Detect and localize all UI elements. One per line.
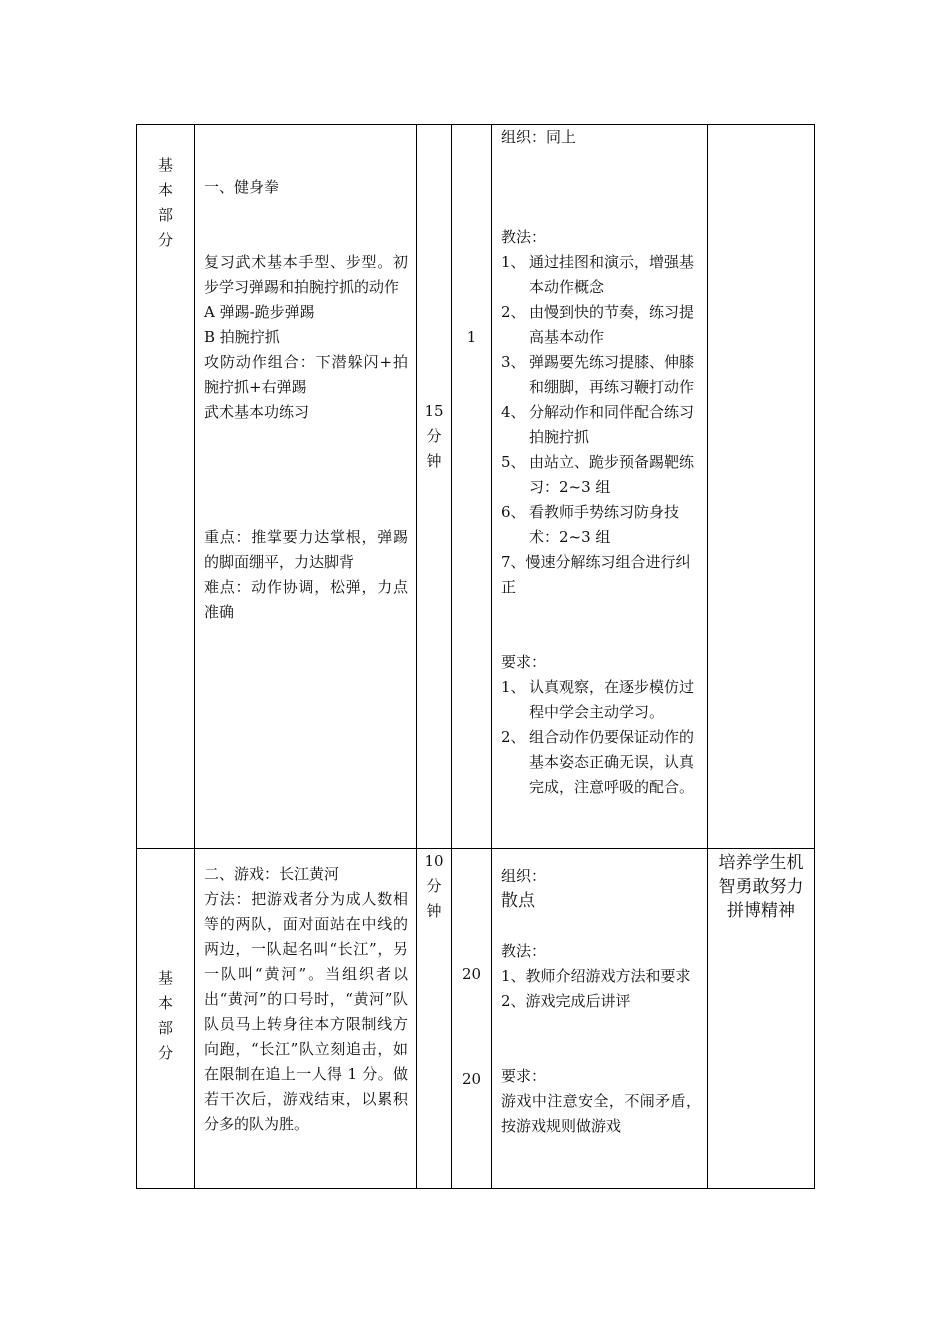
difficulty: 难点：动作协调，松弹，力点准确 — [204, 578, 408, 621]
organization-title: 组织： — [501, 867, 547, 885]
section-char: 分 — [157, 231, 173, 249]
content-line: 复习武术基本手型、步型。初步学习弹踢和拍腕拧抓的动作 — [204, 253, 408, 296]
content-line: A 弹踢-跪步弹踢 — [204, 303, 315, 321]
section-char: 部 — [157, 1019, 173, 1037]
count-cell — [452, 125, 492, 849]
method-cell — [492, 125, 708, 849]
section-char: 本 — [157, 181, 173, 199]
repetitions: 1 — [466, 328, 477, 346]
list-item: 7、慢速分解练习组合进行纠正 — [501, 553, 691, 596]
section-label-cell — [137, 125, 195, 849]
list-item: 2、游戏完成后讲评 — [501, 992, 631, 1010]
section-char: 分 — [157, 1044, 173, 1062]
method-title: 教法： — [501, 228, 547, 246]
game-method: 方法：把游戏者分为成人数相等的两队，面对面站在中线的两边，一队起名叫“长江”，另一队叫“黄河”。当组织者以出“黄河”的口号时，“黄河”队队员马上转身往本方限制线方向跑，“长江”队立刻追击，如在限制在追上一人得 1 分。做若干次后，游戏结束，以累积分多的队为胜。 — [204, 890, 408, 1133]
time-cell — [417, 125, 452, 849]
content-cell — [195, 849, 417, 1189]
duration: 10分钟 — [424, 852, 444, 920]
list-item: 2、 组合动作仍要保证动作的基本姿态正确无误，认真完成，注意呼吸的配合。 — [501, 728, 695, 796]
content-line: B 拍腕拧抓 — [204, 328, 280, 346]
list-item: 1、教师介绍游戏方法和要求 — [501, 967, 691, 985]
table-row — [137, 849, 815, 1189]
repetitions: 20 — [461, 965, 482, 983]
section-char: 部 — [157, 206, 173, 224]
time-cell — [417, 849, 452, 1189]
duration: 15分钟 — [424, 402, 444, 470]
activity-title: 二、游戏：长江黄河 — [204, 865, 340, 883]
list-item: 5、 由站立、跪步预备踢靶练习：2~3 组 — [501, 453, 695, 496]
method-title: 教法： — [501, 942, 547, 960]
activity-title: 一、健身拳 — [204, 178, 280, 196]
content-line: 攻防动作组合：下潜躲闪+拍腕拧抓+右弹踢 — [204, 353, 408, 396]
content-line: 武术基本功练习 — [204, 403, 310, 421]
content-cell — [195, 125, 417, 849]
list-item: 2、 由慢到快的节奏，练习提高基本动作 — [501, 303, 695, 346]
requirement-title: 要求： — [501, 653, 547, 671]
section-char: 基 — [157, 969, 173, 987]
list-item: 6、 看教师手势练习防身技术：2~3 组 — [501, 503, 680, 546]
goal-text — [708, 125, 814, 129]
key-point: 重点：推掌要力达掌根，弹踢的脚面绷平，力达脚背 — [204, 528, 408, 571]
goal-cell — [708, 125, 815, 849]
organization-value: 散点 — [501, 891, 535, 911]
list-item: 1、 认真观察，在逐步模仿过程中学会主动学习。 — [501, 678, 695, 721]
list-item: 3、 弹踢要先练习提膝、伸膝和绷脚，再练习鞭打动作 — [501, 353, 695, 396]
goal-text: 培养学生机智勇敢努力拼博精神 — [718, 853, 804, 921]
method-cell — [492, 849, 708, 1189]
list-item: 1、 通过挂图和演示，增强基本动作概念 — [501, 253, 695, 296]
section-char: 基 — [157, 156, 173, 174]
list-item: 4、 分解动作和同伴配合练习拍腕拧抓 — [501, 403, 695, 446]
requirement-title: 要求： — [501, 1067, 547, 1085]
organization: 组织：同上 — [501, 128, 577, 146]
count-cell — [452, 849, 492, 1189]
lesson-plan-table — [136, 124, 815, 1189]
requirement-text: 游戏中注意安全，不闹矛盾，按游戏规则做游戏 — [501, 1092, 701, 1135]
table-row — [137, 125, 815, 849]
goal-cell — [708, 849, 815, 1189]
repetitions: 20 — [461, 1070, 482, 1088]
section-char: 本 — [157, 994, 173, 1012]
section-label-cell — [137, 849, 195, 1189]
